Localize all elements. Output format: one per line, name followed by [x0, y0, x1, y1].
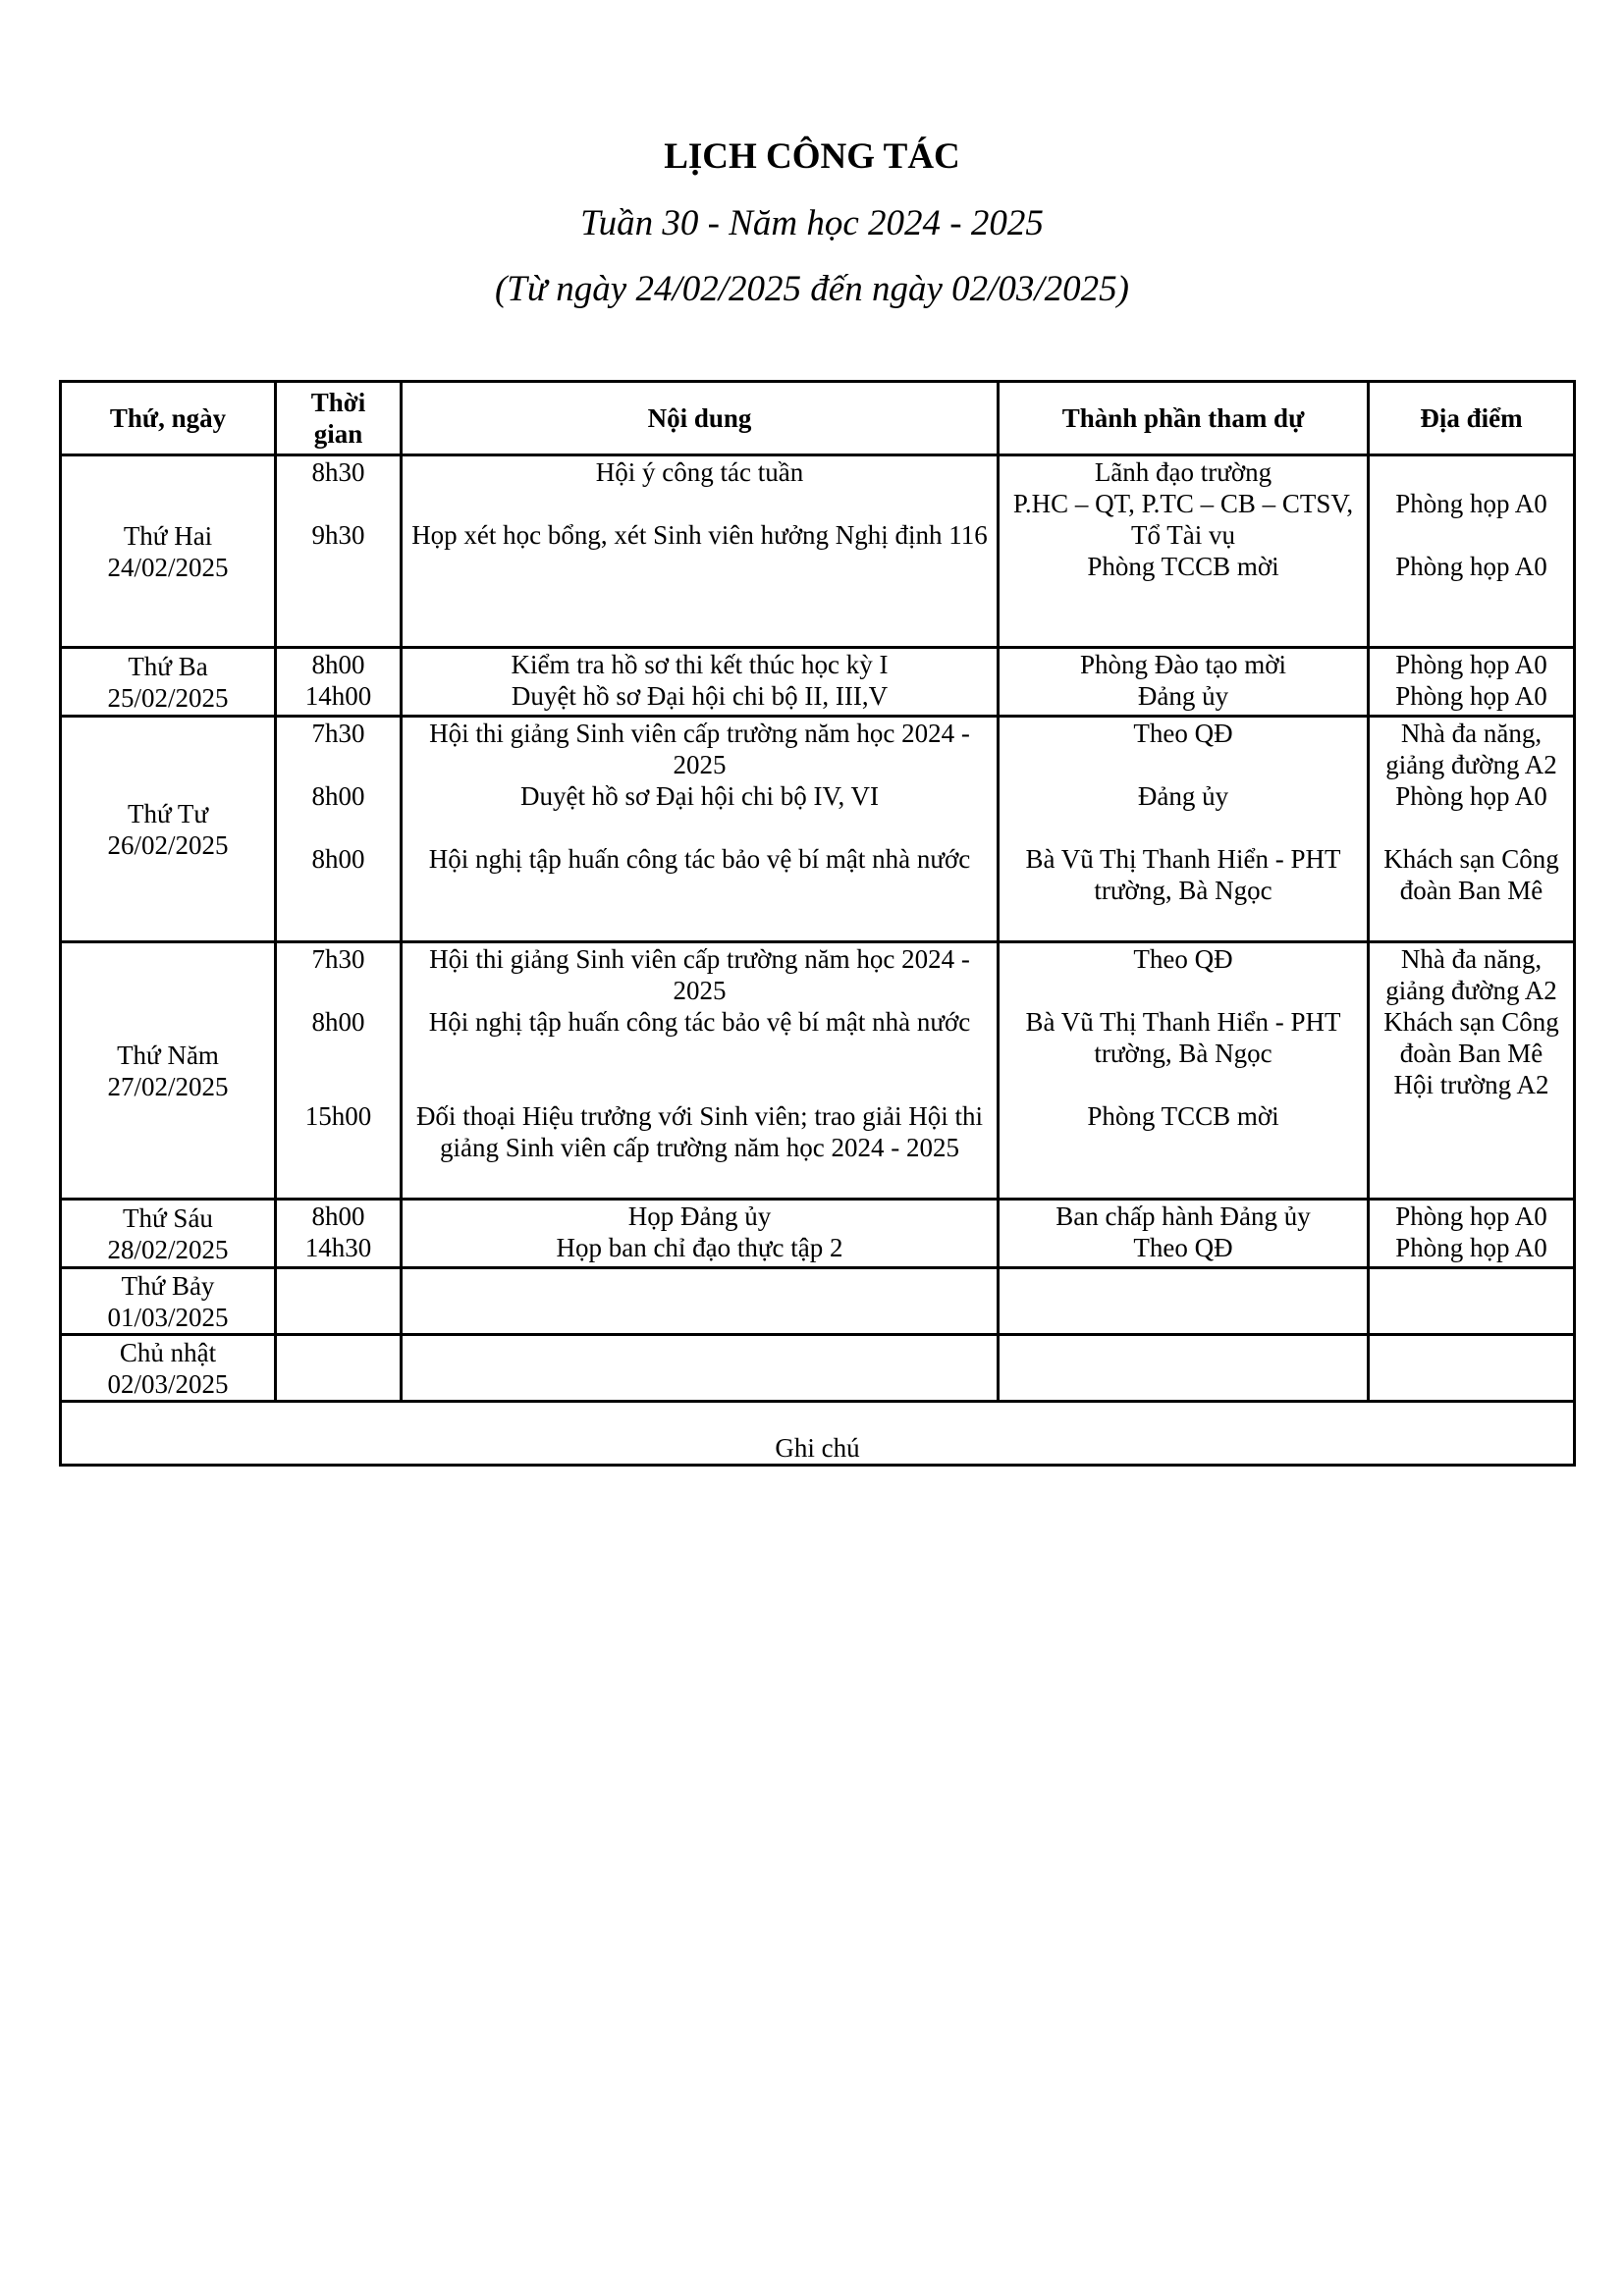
- table-row: [61, 717, 1575, 942]
- location-entry: Nhà đa năng, giảng đường A2: [1385, 719, 1557, 779]
- day-cell: [61, 1200, 276, 1268]
- day-name: Thứ Hai: [123, 520, 213, 551]
- attendees-cell: [999, 1200, 1369, 1268]
- table-row: [61, 1335, 1575, 1402]
- location-entry: Nhà đa năng, giảng đường A2: [1385, 944, 1557, 1005]
- content-cell: [402, 717, 999, 942]
- attendees-entry: Bà Vũ Thị Thanh Hiển - PHT trường, Bà Ngọc: [1025, 1007, 1341, 1068]
- attendees-entry: Bà Vũ Thị Thanh Hiển - PHT trường, Bà Ngọc: [1025, 844, 1341, 905]
- day-cell: [61, 717, 276, 942]
- content-entry: Họp ban chỉ đạo thực tập 2: [556, 1233, 843, 1262]
- date-range: (Từ ngày 24/02/2025 đến ngày 02/03/2025): [494, 269, 1130, 309]
- day-name: Thứ Ba: [128, 651, 208, 681]
- content-entry: Hội nghị tập huấn công tác bảo vệ bí mật nhà nước: [428, 844, 971, 874]
- location-entry: Phòng họp A0: [1395, 650, 1547, 679]
- table-row: [61, 648, 1575, 717]
- header-time-line2: gian: [313, 419, 363, 449]
- attendees-entry: Phòng TCCB mời: [1087, 552, 1279, 581]
- location-entry: Khách sạn Công đoàn Ban Mê: [1383, 844, 1559, 905]
- content-entry: Hội nghị tập huấn công tác bảo vệ bí mật nhà nước: [428, 1007, 971, 1037]
- attendees-entry: P.HC – QT, P.TC – CB – CTSV, Tổ Tài vụ: [1012, 489, 1354, 550]
- location-entry: Phòng họp A0: [1395, 781, 1547, 811]
- day-cell: [61, 648, 276, 717]
- attendees-entry: Phòng Đào tạo mời: [1079, 650, 1286, 679]
- header-attendees: Thành phần tham dự: [999, 382, 1369, 455]
- day-cell: [61, 1335, 276, 1402]
- day-name: Thứ Sáu: [123, 1202, 213, 1233]
- week-subtitle: Tuần 30 - Năm học 2024 - 2025: [580, 203, 1044, 243]
- location-entry: Phòng họp A0: [1395, 1201, 1547, 1231]
- content-entry: Duyệt hồ sơ Đại hội chi bộ II, III,V: [511, 681, 889, 711]
- time-entry: 8h00: [311, 844, 365, 874]
- time-cell: [276, 717, 402, 942]
- time-entry: 14h00: [304, 681, 372, 711]
- header-content: Nội dung: [402, 382, 999, 455]
- time-cell: [276, 942, 402, 1200]
- location-cell: [1369, 455, 1575, 648]
- time-entry: 7h30: [311, 719, 365, 748]
- day-date: 26/02/2025: [107, 829, 229, 860]
- content-entry: Họp Đảng ủy: [627, 1201, 772, 1231]
- time-cell: [276, 1335, 402, 1402]
- time-cell: [276, 455, 402, 648]
- day-date: 25/02/2025: [107, 682, 229, 713]
- table-row: [61, 455, 1575, 648]
- time-cell: [276, 1200, 402, 1268]
- table-row: [61, 1200, 1575, 1268]
- content-entry: Hội thi giảng Sinh viên cấp trường năm học 2024 - 2025: [429, 719, 970, 779]
- attendees-cell: [999, 942, 1369, 1200]
- attendees-entry: Theo QĐ: [1133, 1233, 1233, 1262]
- day-cell: [61, 455, 276, 648]
- day-name: Thứ Bảy: [121, 1270, 215, 1301]
- location-entry: Phòng họp A0: [1395, 489, 1547, 518]
- day-date: 27/02/2025: [107, 1071, 229, 1101]
- time-entry: 8h00: [311, 1007, 365, 1037]
- time-cell: [276, 1268, 402, 1335]
- day-name: Chủ nhật: [119, 1337, 217, 1367]
- note-row: [61, 1402, 1575, 1466]
- table-row: [61, 1268, 1575, 1335]
- day-date: 24/02/2025: [107, 552, 229, 582]
- header-row: [61, 382, 1575, 455]
- location-cell: [1369, 942, 1575, 1200]
- day-cell: [61, 1268, 276, 1335]
- attendees-cell: [999, 717, 1369, 942]
- content-cell: [402, 1200, 999, 1268]
- time-entry: 8h30: [311, 457, 365, 487]
- content-cell: [402, 1335, 999, 1402]
- time-entry: 8h00: [311, 650, 365, 679]
- content-entry: Đối thoại Hiệu trưởng với Sinh viên; trao giải Hội thi giảng Sinh viên cấp trường năm học 2024 - 2025: [415, 1101, 984, 1162]
- document-title: LỊCH CÔNG TÁC: [664, 136, 960, 177]
- attendees-entry: Đảng ủy: [1137, 681, 1229, 711]
- table-row: [61, 942, 1575, 1200]
- content-cell: [402, 648, 999, 717]
- attendees-cell: [999, 455, 1369, 648]
- time-entry: 14h30: [304, 1233, 372, 1262]
- location-cell: [1369, 648, 1575, 717]
- location-cell: [1369, 1335, 1575, 1402]
- header-time: [276, 382, 402, 455]
- header-time-line1: Thời: [310, 388, 366, 417]
- time-entry: 8h00: [311, 781, 365, 811]
- attendees-cell: [999, 1268, 1369, 1335]
- day-cell: [61, 942, 276, 1200]
- attendees-cell: [999, 1335, 1369, 1402]
- content-cell: [402, 1268, 999, 1335]
- location-entry: Phòng họp A0: [1395, 681, 1547, 711]
- content-entry: Hội ý công tác tuần: [595, 457, 804, 487]
- location-cell: [1369, 1268, 1575, 1335]
- location-entry: Hội trường A2: [1393, 1070, 1549, 1099]
- time-cell: [276, 648, 402, 717]
- day-date: 01/03/2025: [107, 1302, 229, 1332]
- day-date: 02/03/2025: [107, 1368, 229, 1399]
- time-entry: 15h00: [304, 1101, 372, 1131]
- content-cell: [402, 942, 999, 1200]
- content-entry: Kiểm tra hồ sơ thi kết thúc học kỳ I: [511, 650, 889, 679]
- time-entry: 9h30: [311, 520, 365, 550]
- content-cell: [402, 455, 999, 648]
- time-entry: 7h30: [311, 944, 365, 974]
- location-entry: Khách sạn Công đoàn Ban Mê: [1383, 1007, 1559, 1068]
- day-date: 28/02/2025: [107, 1234, 229, 1264]
- header-location: Địa điểm: [1369, 382, 1575, 455]
- attendees-entry: Theo QĐ: [1133, 719, 1233, 748]
- content-entry: Hội thi giảng Sinh viên cấp trường năm học 2024 - 2025: [429, 944, 970, 1005]
- location-entry: Phòng họp A0: [1395, 552, 1547, 581]
- header-day: Thứ, ngày: [61, 382, 276, 455]
- location-cell: [1369, 717, 1575, 942]
- attendees-entry: Đảng ủy: [1137, 781, 1229, 811]
- location-cell: [1369, 1200, 1575, 1268]
- time-entry: 8h00: [311, 1201, 365, 1231]
- day-name: Thứ Tư: [127, 798, 208, 828]
- content-entry: Họp xét học bổng, xét Sinh viên hưởng Nghị định 116: [411, 520, 988, 550]
- content-entry: Duyệt hồ sơ Đại hội chi bộ IV, VI: [519, 781, 879, 811]
- attendees-entry: Lãnh đạo trường: [1094, 457, 1272, 487]
- day-name: Thứ Năm: [117, 1040, 219, 1070]
- attendees-entry: Theo QĐ: [1133, 944, 1233, 974]
- attendees-cell: [999, 648, 1369, 717]
- attendees-entry: Phòng TCCB mời: [1087, 1101, 1279, 1131]
- schedule-table: [59, 380, 1576, 1467]
- attendees-entry: Ban chấp hành Đảng ủy: [1056, 1201, 1311, 1231]
- note-cell: Ghi chú: [61, 1402, 1575, 1466]
- location-entry: Phòng họp A0: [1395, 1233, 1547, 1262]
